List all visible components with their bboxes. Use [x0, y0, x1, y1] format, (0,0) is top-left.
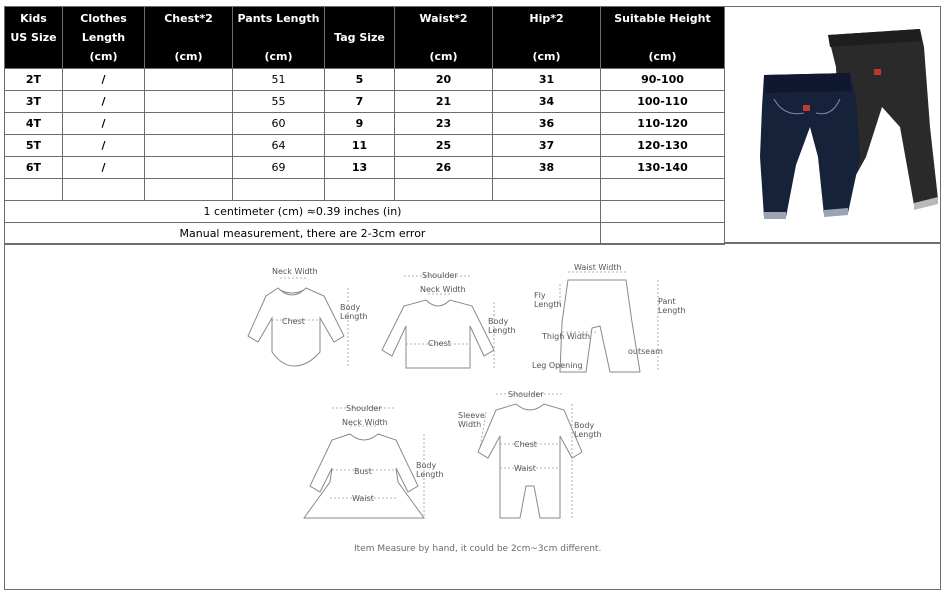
- cell-chest: [145, 113, 233, 135]
- table-row: [5, 91, 725, 113]
- size-chart-table: [4, 6, 725, 245]
- measurement-caption: Item Measure by hand, it could be 2cm~3cm different.: [354, 544, 602, 554]
- cell-pants: 69: [233, 157, 325, 179]
- cell-clothes: /: [63, 157, 145, 179]
- header-text: (cm): [532, 50, 561, 63]
- cell-waist: 26: [395, 157, 493, 179]
- body-length-label-1: Body: [416, 461, 437, 470]
- waist-width-label: Waist Width: [574, 263, 622, 272]
- header-cell: [601, 7, 725, 69]
- waist-label: Waist: [514, 464, 536, 473]
- empty-cell: [601, 223, 725, 245]
- cell-waist: [395, 179, 493, 201]
- header-text: Pants Length: [237, 12, 320, 25]
- cell-clothes: /: [63, 113, 145, 135]
- cell-hip: 31: [493, 69, 601, 91]
- body-length-label-1: Body: [574, 421, 595, 430]
- header-text: (cm): [648, 50, 677, 63]
- cell-clothes: /: [63, 135, 145, 157]
- pants-diagram: [530, 262, 690, 378]
- header-text: Chest*2: [164, 12, 213, 25]
- header-text: [325, 9, 394, 28]
- cell-waist: 23: [395, 113, 493, 135]
- cell-size: 5T: [5, 135, 63, 157]
- cell-chest: [145, 179, 233, 201]
- table-row: [5, 135, 725, 157]
- sleeve-width-label-1: Sleeve: [458, 411, 485, 420]
- neck-width-label: Neck Width: [420, 285, 466, 294]
- cell-tag: 11: [325, 135, 395, 157]
- header-cell: [395, 7, 493, 69]
- cell-size: 2T: [5, 69, 63, 91]
- cell-tag: 9: [325, 113, 395, 135]
- header-text: Clothes: [80, 12, 127, 25]
- cell-clothes: /: [63, 69, 145, 91]
- cell-waist: 25: [395, 135, 493, 157]
- cell-waist: 20: [395, 69, 493, 91]
- bust-label: Bust: [354, 467, 372, 476]
- body-length-label-1: Body: [340, 303, 361, 312]
- leg-opening-label: Leg Opening: [532, 361, 583, 370]
- header-text: [145, 28, 232, 47]
- cell-pants: [233, 179, 325, 201]
- header-cell: [63, 7, 145, 69]
- table-row: [5, 113, 725, 135]
- shoulder-label: Shoulder: [346, 404, 382, 413]
- cell-height: 100-110: [601, 91, 725, 113]
- cell-height: 130-140: [601, 157, 725, 179]
- body-length-label-2: Length: [574, 430, 602, 439]
- cell-pants: 64: [233, 135, 325, 157]
- header-text: [325, 47, 394, 66]
- cell-size: [5, 179, 63, 201]
- neck-width-label: Neck Width: [272, 267, 318, 276]
- thigh-width-label: Thigh Width: [542, 332, 591, 341]
- jeans-photo: [724, 7, 941, 244]
- cell-height: [601, 179, 725, 201]
- bodysuit-diagram: [236, 262, 376, 374]
- header-text: [233, 28, 324, 47]
- cell-tag: 7: [325, 91, 395, 113]
- cell-size: 4T: [5, 113, 63, 135]
- header-text: (cm): [429, 50, 458, 63]
- cell-hip: 34: [493, 91, 601, 113]
- cell-hip: [493, 179, 601, 201]
- error-note: Manual measurement, there are 2-3cm error: [5, 223, 601, 245]
- romper-diagram: [456, 386, 606, 526]
- cell-chest: [145, 69, 233, 91]
- cell-pants: 51: [233, 69, 325, 91]
- fly-length-label-1: Fly: [534, 291, 546, 300]
- waist-label: Waist: [352, 494, 374, 503]
- header-text: (cm): [89, 50, 118, 63]
- neck-width-label: Neck Width: [342, 418, 388, 427]
- cell-hip: 37: [493, 135, 601, 157]
- header-text: Tag Size: [334, 31, 385, 44]
- shirt-diagram: [380, 264, 520, 376]
- chest-label: Chest: [282, 317, 305, 326]
- header-text: [601, 28, 724, 47]
- table-row: [5, 69, 725, 91]
- outseam-label: outseam: [628, 347, 663, 356]
- cell-chest: [145, 157, 233, 179]
- header-cell: [233, 7, 325, 69]
- header-text: Suitable Height: [614, 12, 711, 25]
- header-text: Kids: [20, 12, 47, 25]
- header-text: (cm): [264, 50, 293, 63]
- header-cell: [325, 7, 395, 69]
- cell-size: 6T: [5, 157, 63, 179]
- fly-length-label-2: Length: [534, 300, 562, 309]
- header-text: Waist*2: [419, 12, 468, 25]
- body-length-label-2: Length: [340, 312, 368, 321]
- dress-diagram: [300, 398, 450, 524]
- shoulder-label: Shoulder: [422, 271, 458, 280]
- header-text: (cm): [174, 50, 203, 63]
- cell-pants: 55: [233, 91, 325, 113]
- header-text: Length: [81, 31, 126, 44]
- cell-chest: [145, 135, 233, 157]
- table-row: [5, 179, 725, 201]
- cell-pants: 60: [233, 113, 325, 135]
- cell-height: 90-100: [601, 69, 725, 91]
- chest-label: Chest: [514, 440, 537, 449]
- body-length-label-2: Length: [416, 470, 444, 479]
- header-cell: [493, 7, 601, 69]
- cell-hip: 38: [493, 157, 601, 179]
- table-header-row: [5, 7, 725, 69]
- sleeve-width-label-2: Width: [458, 420, 482, 429]
- header-cell: [5, 7, 63, 69]
- chest-label: Chest: [428, 339, 451, 348]
- pant-length-label-1: Pant: [658, 297, 676, 306]
- cell-hip: 36: [493, 113, 601, 135]
- body-length-label-1: Body: [488, 317, 509, 326]
- cell-size: 3T: [5, 91, 63, 113]
- empty-cell: [601, 201, 725, 223]
- cell-clothes: [63, 179, 145, 201]
- cell-tag: 13: [325, 157, 395, 179]
- header-text: [493, 28, 600, 47]
- table-body: [5, 69, 725, 245]
- cell-chest: [145, 91, 233, 113]
- body-length-label-2: Length: [488, 326, 516, 335]
- header-text: US Size: [10, 31, 57, 44]
- note-row: [5, 201, 725, 223]
- header-text: [5, 47, 62, 66]
- header-text: Hip*2: [529, 12, 564, 25]
- header-text: [395, 28, 492, 47]
- cell-height: 120-130: [601, 135, 725, 157]
- cell-height: 110-120: [601, 113, 725, 135]
- pant-length-label-2: Length: [658, 306, 686, 315]
- header-cell: [145, 7, 233, 69]
- cell-tag: [325, 179, 395, 201]
- navy-jeans-image: [760, 73, 860, 219]
- cell-clothes: /: [63, 91, 145, 113]
- cell-waist: 21: [395, 91, 493, 113]
- note-row: [5, 223, 725, 245]
- cell-tag: 5: [325, 69, 395, 91]
- shoulder-label: Shoulder: [508, 390, 544, 399]
- conversion-note: 1 centimeter (cm) ≈0.39 inches (in): [5, 201, 601, 223]
- product-photo: [724, 6, 941, 243]
- table-row: [5, 157, 725, 179]
